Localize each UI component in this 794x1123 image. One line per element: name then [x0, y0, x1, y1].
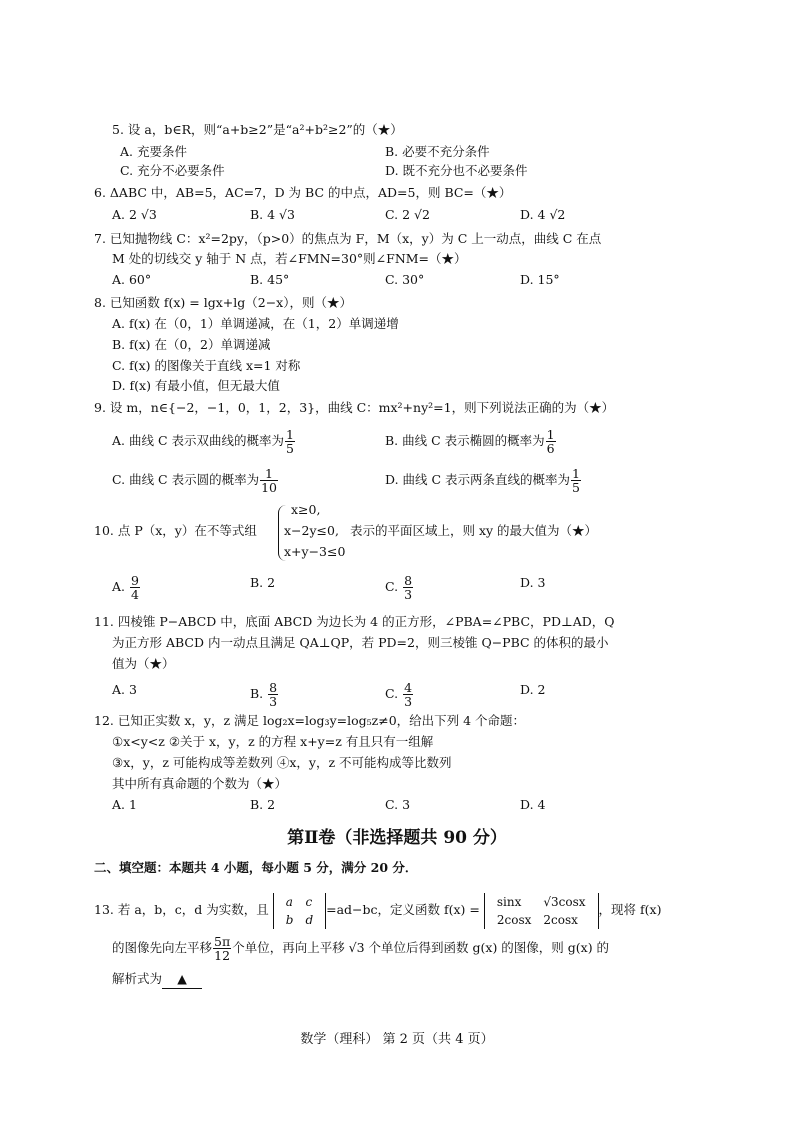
fraction: $\frac{1}{6}$	[546, 427, 555, 456]
q13-post: ，现将 f(x)	[598, 902, 662, 917]
q8-option-d: D. f(x) 有最小值，但无最大值	[112, 378, 280, 393]
q13-pre: 13. 若 a，b，c，d 为实数，且	[94, 902, 269, 917]
q9-option-d	[385, 467, 582, 494]
q8-option-a: A. f(x) 在（0，1）单调递减，在（1，2）单调递增	[112, 316, 399, 331]
q13-line1	[94, 890, 661, 930]
q6-option-a: A. 2 √3	[112, 207, 157, 222]
fraction: $\frac{4}{3}$	[404, 680, 413, 709]
q10-stem-post: 表示的平面区域上，则 xy 的最大值为（★）	[350, 523, 598, 538]
q11-stem-line1: 11. 四棱锥 P−ABCD 中，底面 ABCD 为边长为 4 的正方形，∠PBA=∠PBC，PD⊥AD，Q	[94, 614, 615, 629]
q11-option-a: A. 3	[112, 682, 137, 697]
part2-title: 第Ⅱ卷（非选择题共 90 分）	[287, 828, 507, 848]
q5-option-d: D. 既不充分也不必要条件	[385, 163, 528, 178]
fraction: $\frac{8}{3}$	[404, 573, 413, 602]
q6-option-c: C. 2 √2	[385, 207, 430, 222]
q6-option-d: D. 4 √2	[520, 207, 566, 222]
fraction: $\frac{8}{3}$	[269, 680, 278, 709]
q9-stem: 9. 设 m，n∈{−2，−1，0，1，2，3}，曲线 C：mx²+ny²=1，则下列说法正确的为（★）	[94, 400, 615, 415]
q7-option-d: D. 15°	[520, 272, 560, 287]
q5-option-c: C. 充分不必要条件	[120, 163, 225, 178]
q12-propositions-1: ①x<y<z ②关于 x，y，z 的方程 x+y=z 有且只有一组解	[112, 734, 434, 749]
q10-condition-1: x≥0,	[291, 502, 321, 517]
fraction: $\frac{1}{5}$	[286, 427, 294, 456]
q10-option-c: C. $\frac{8}{3}$	[385, 573, 413, 602]
q12-stem: 12. 已知正实数 x，y，z 满足 log₂x=log₃y=log₅z≠0，给出下列 4 个命题：	[94, 713, 526, 728]
q13-mid: =ad−bc，定义函数 f(x) =	[326, 902, 480, 917]
q9-option-c-text: C. 曲线 C 表示圆的概率为	[112, 472, 260, 487]
fraction: $\frac{9}{4}$	[131, 573, 139, 602]
section-heading-fill-in: 二、填空题：本题共 4 小题，每小题 5 分，满分 20 分．	[94, 860, 418, 875]
q10-option-b: B. 2	[250, 575, 276, 590]
q7-option-b: B. 45°	[250, 272, 290, 287]
q9-option-c	[112, 467, 279, 494]
q9-option-b	[385, 428, 557, 455]
q12-option-b: B. 2	[250, 797, 276, 812]
q9-option-a-text: A. 曲线 C 表示双曲线的概率为	[112, 433, 284, 448]
q11-stem-line2: 为正方形 ABCD 内一动点且满足 QA⊥QP，若 PD=2，则三棱锥 Q−PBC 的体积的最小	[112, 635, 609, 650]
q6-option-b: B. 4 √3	[250, 207, 295, 222]
q12-propositions-2: ③x，y，z 可能构成等差数列 ④x，y，z 不可能构成等比数列	[112, 755, 452, 770]
q5-option-b: B. 必要不充分条件	[385, 144, 490, 159]
fraction: $\frac{1}{5}$	[572, 466, 580, 495]
q10-condition-2: x−2y≤0,	[284, 523, 339, 538]
q11-stem-line3: 值为（★）	[112, 656, 175, 671]
page-footer: 数学（理科） 第 2 页（共 4 页）	[300, 1032, 494, 1047]
q13-line3: 解析式为 ▲	[112, 970, 202, 989]
q8-option-b: B. f(x) 在（0，2）单调递减	[112, 337, 271, 352]
q12-option-d: D. 4	[520, 797, 546, 812]
fraction: $\frac{5\pi}{12}$	[214, 934, 231, 963]
q12-question: 其中所有真命题的个数为（★）	[112, 776, 288, 791]
q10-option-a: A. $\frac{9}{4}$	[112, 573, 139, 602]
q11-option-c: C. $\frac{4}{3}$	[385, 680, 413, 709]
answer-blank: ▲	[162, 970, 202, 989]
determinant-definition: a c b d	[273, 893, 326, 929]
determinant-function: sinx √3cosx 2cosx 2cosx	[484, 893, 599, 929]
q9-option-d-text: D. 曲线 C 表示两条直线的概率为	[385, 472, 571, 487]
q11-option-d: D. 2	[520, 682, 546, 697]
q12-option-a: A. 1	[112, 797, 137, 812]
q7-option-c: C. 30°	[385, 272, 425, 287]
q11-option-b: B. $\frac{8}{3}$	[250, 680, 278, 709]
q8-option-c: C. f(x) 的图像关于直线 x=1 对称	[112, 358, 301, 373]
q12-option-c: C. 3	[385, 797, 411, 812]
q6-stem: 6. ΔABC 中，AB=5，AC=7，D 为 BC 的中点，AD=5，则 BC=（★）	[94, 185, 512, 200]
q7-stem-line2: M 处的切线交 y 轴于 N 点，若∠FMN=30°则∠FNM=（★）	[112, 251, 467, 266]
q8-stem: 8. 已知函数 f(x) = lgx+lg（2−x），则（★）	[94, 295, 352, 310]
q10-stem-pre: 10. 点 P（x，y）在不等式组	[94, 523, 257, 538]
q9-option-a	[112, 428, 296, 455]
fraction: $\frac{1}{10}$	[261, 466, 277, 495]
q10-condition-3: x+y−3≤0	[284, 544, 346, 559]
q9-option-b-text: B. 曲线 C 表示椭圆的概率为	[385, 433, 545, 448]
q7-stem-line1: 7. 已知抛物线 C：x²=2py，（p>0）的焦点为 F，M（x，y）为 C 上一动点，曲线 C 在点	[94, 231, 602, 246]
q5-stem: 5. 设 a，b∈R，则“a+b≥2”是“a²+b²≥2”的（★）	[112, 122, 403, 137]
q13-line2: 的图像先向左平移 $\frac{5\pi}{12}$ 个单位，再向上平移 √3 个单位后得到函数 g(x) 的图像，则 g(x) 的	[112, 934, 610, 963]
q5-option-a: A. 充要条件	[120, 144, 187, 159]
q10-option-d: D. 3	[520, 575, 546, 590]
q7-option-a: A. 60°	[112, 272, 152, 287]
